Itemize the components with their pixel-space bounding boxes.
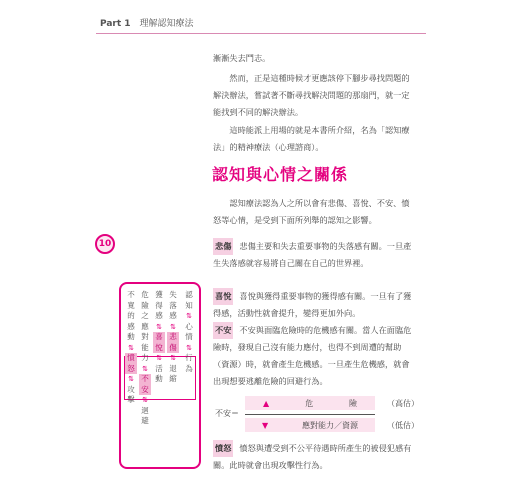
formula-divider — [245, 414, 375, 415]
arrow-icon: ⇅ — [170, 354, 176, 362]
arrow-icon: ⇅ — [128, 343, 134, 352]
intro-line-1: 漸漸失去鬥志。 — [213, 53, 271, 63]
arrow-icon: ⇅ — [186, 312, 192, 320]
running-header — [100, 16, 193, 29]
diagram-column-sadness: 失落感 ⇅ 悲 傷 ⇅ 退縮 — [167, 290, 179, 385]
arrow-down-icon: ▼ — [261, 420, 269, 430]
formula-low: （低估） — [387, 421, 419, 430]
formula-numerator: ▲ 危 險 — [245, 396, 375, 410]
header-rule — [96, 33, 426, 34]
section-title: 認知與心情之關係 — [212, 165, 349, 184]
anxiety-formula — [215, 394, 425, 434]
formula-denominator: ▼ 應對能力／資源 — [245, 418, 375, 432]
arrow-icon: ⇅ — [142, 396, 148, 404]
arrow-icon: ⇅ — [170, 322, 176, 331]
emotion-sadness: 悲傷 悲傷主要和失去重要事物的失落感有關。一旦產生失落感就容易將自己關在自己的世界裡。 — [213, 238, 413, 272]
intro-paragraph-2: 然而，正是這種時候才更應該停下腳步尋找問題的解決辦法，嘗試著不斷尋找解決問題的那扇門，就一定能找到不同的解決辦法。 — [213, 73, 410, 117]
emotion-cycle-diagram — [119, 282, 201, 469]
arrow-icon: ⇅ — [142, 364, 148, 373]
emotion-tag-anger: 憤怒 — [213, 440, 233, 457]
emotion-tag-anxiety: 不安 — [213, 322, 233, 339]
chapter-label: 理解認知療法 — [139, 19, 194, 29]
arrow-icon: ⇅ — [186, 343, 192, 352]
diagram-column-anger: 不寬的感動 ⇅ 憤 怒 ⇅ 攻擊 — [125, 290, 137, 406]
part-label: Part 1 — [100, 19, 131, 29]
diagram-column-legend: 認知 ⇅ 心情 ⇅ 行為 — [183, 290, 195, 374]
arrow-icon: ⇅ — [128, 375, 134, 383]
emotion-joy: 喜悅 喜悅與獲得重要事物的獲得感有關。一旦有了獲得感，活動性就會提升，變得更加外向。 — [213, 288, 413, 322]
emotion-anger: 憤怒 憤怒與遭受到不公平待遇時所產生的被侵犯感有關。此時就會出現攻擊性行為。 — [213, 440, 413, 474]
diagram-column-anxiety: 危險之應對能力 ⇅ 不 安 ⇅ 迴避 — [139, 290, 151, 427]
diagram-column-joy: 獲得感 ⇅ 喜 悅 ⇅ 活動 — [153, 290, 165, 385]
page-number: 10 — [95, 234, 115, 254]
emotion-tag-joy: 喜悅 — [213, 288, 233, 305]
arrow-icon: ⇅ — [156, 354, 162, 362]
formula-high: （高估） — [387, 399, 419, 408]
emotion-tag-sadness: 悲傷 — [213, 238, 233, 255]
formula-label: 不安＝ — [215, 409, 239, 418]
intro-paragraph-3: 這時能派上用場的就是本書所介紹，名為「認知療法」的精神療法（心理諮商）。 — [213, 125, 410, 152]
arrow-up-icon: ▲ — [262, 398, 270, 408]
section-intro: 認知療法認為人之所以會有悲傷、喜悅、不安、憤怒等心情，是受到下面所列舉的認知之影響。 — [213, 198, 410, 225]
emotion-anxiety: 不安 不安與面臨危險時的危機感有關。當人在面臨危險時，發現自己沒有能力應付，也得不到周遭的幫助（資源）時，就會產生危機感。一旦產生危機感，就會出現想要逃離危險的回避行為。 — [213, 322, 413, 390]
arrow-icon: ⇅ — [156, 322, 162, 331]
